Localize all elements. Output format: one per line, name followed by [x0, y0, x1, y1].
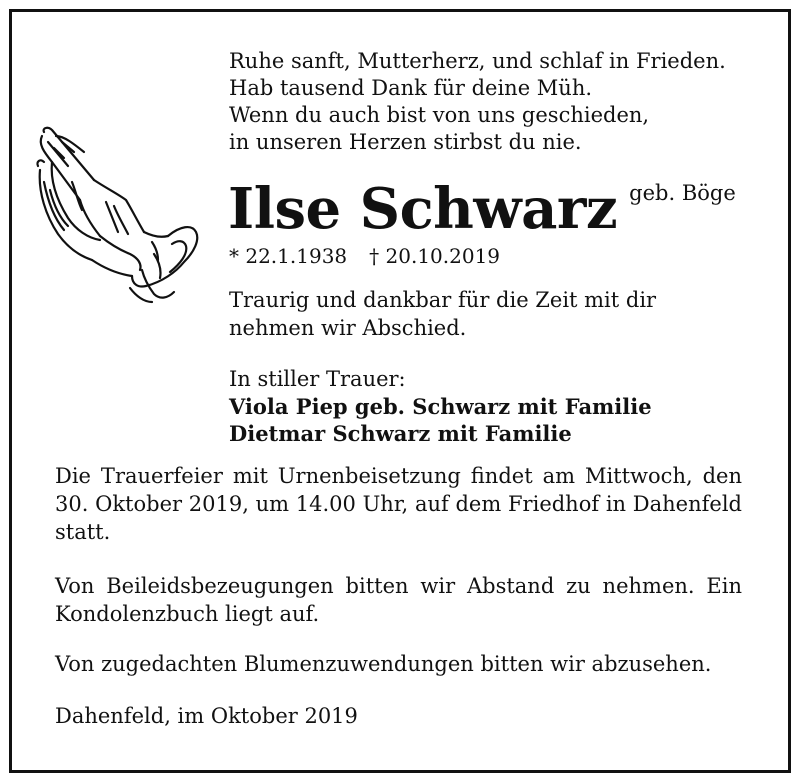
- poem-line: in unseren Herzen stirbst du nie.: [229, 130, 582, 154]
- life-dates: [229, 243, 500, 270]
- poem-line: Wenn du auch bist von uns geschieden,: [229, 103, 650, 127]
- death-date: † 20.10.2019: [369, 244, 501, 268]
- birth-name: geb. Böge: [629, 181, 736, 205]
- poem-line: Ruhe sanft, Mutterherz, und schlaf in Frieden.: [229, 49, 726, 73]
- deceased-name: Ilse Schwarz: [228, 176, 618, 242]
- mourners: [229, 366, 652, 447]
- deceased-name-row: [228, 176, 736, 242]
- condolence-info: Von Beileidsbezeugungen bitten wir Abstand zu nehmen. Ein Kondolenzbuch liegt auf.: [55, 574, 742, 626]
- funeral-info: Die Trauerfeier mit Urnenbeisetzung findet am Mittwoch, den 30. Oktober 2019, um 14.00 Uhr, auf dem Friedhof in Dahenfeld statt.: [55, 464, 742, 544]
- farewell-line: nehmen wir Abschied.: [229, 316, 467, 340]
- mourner-name: Viola Piep geb. Schwarz mit Familie: [229, 394, 652, 419]
- poem: [229, 48, 726, 156]
- farewell-text: [229, 286, 656, 342]
- mourner-name: Dietmar Schwarz mit Familie: [229, 421, 572, 446]
- flowers-info: Von zugedachten Blumenzuwendungen bitten wir abzusehen.: [55, 652, 712, 676]
- praying-hands-icon: [34, 122, 204, 304]
- place-date: Dahenfeld, im Oktober 2019: [55, 704, 358, 728]
- poem-line: Hab tausend Dank für deine Müh.: [229, 76, 593, 100]
- farewell-line: Traurig und dankbar für die Zeit mit dir: [229, 288, 657, 312]
- birth-date: * 22.1.1938: [229, 244, 348, 268]
- mourners-intro: In stiller Trauer:: [229, 367, 406, 391]
